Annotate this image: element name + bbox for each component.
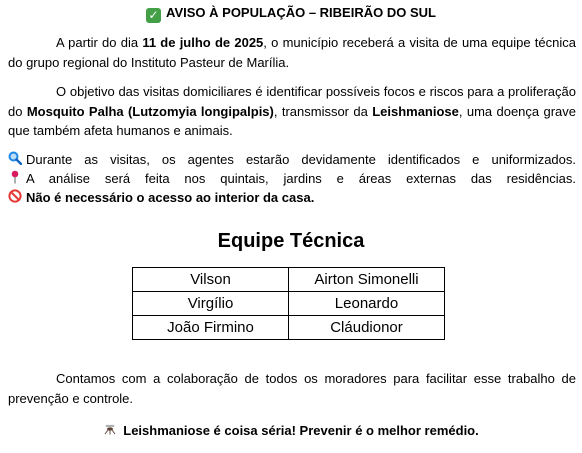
objective-text-b: , transmissor da bbox=[273, 103, 373, 119]
pushpin-icon bbox=[8, 170, 26, 189]
notice-title bbox=[0, 4, 582, 23]
bullet-item bbox=[8, 188, 576, 207]
bullet-text: Durante as visitas, os agentes estarão devidamente identificados e uniformizados. bbox=[26, 152, 576, 167]
mosquito-icon bbox=[103, 422, 117, 440]
magnifier-icon bbox=[8, 151, 26, 170]
intro-text-b: , o município receberá a visita de uma equipe técnica do grupo regional do Instituto Pasteur de Marília. bbox=[8, 35, 576, 70]
closing-paragraph: Contamos com a colaboração de todos os moradores para facilitar esse trabalho de prevenção e controle. bbox=[8, 371, 576, 406]
team-member: João Firmino bbox=[133, 316, 289, 340]
table-row bbox=[133, 316, 445, 340]
team-member: Virgílio bbox=[133, 292, 289, 316]
bullet-item bbox=[8, 150, 576, 169]
footer-text: Leishmaniose é coisa séria! Prevenir é o melhor remédio. bbox=[123, 423, 479, 438]
team-table bbox=[132, 267, 445, 340]
intro-text-a: A partir do dia bbox=[56, 35, 143, 50]
prohibited-icon bbox=[8, 189, 26, 208]
footer-slogan bbox=[0, 422, 582, 440]
team-member: Leonardo bbox=[289, 292, 445, 316]
bullet-text: A análise será feita nos quintais, jardins e áreas externas das residências. bbox=[26, 171, 576, 186]
bullet-text: Não é necessário o acesso ao interior da casa. bbox=[26, 190, 315, 205]
info-bullets bbox=[8, 150, 576, 207]
vector-name: Mosquito Palha (Lutzomyia longipalpis) bbox=[26, 103, 274, 119]
team-title: Equipe Técnica bbox=[217, 230, 365, 252]
team-member: Cláudionor bbox=[289, 316, 445, 340]
visit-date: 11 de julho de 2025 bbox=[142, 35, 264, 50]
bullet-item bbox=[8, 169, 576, 188]
intro-paragraph bbox=[8, 33, 576, 72]
notice-title-text: AVISO À POPULAÇÃO – RIBEIRÃO DO SUL bbox=[166, 5, 436, 20]
check-mark-icon: ✓ bbox=[146, 8, 161, 23]
objective-paragraph bbox=[8, 82, 576, 141]
objective-text-c: , uma doença grave que também afeta humanos e animais. bbox=[8, 103, 577, 138]
objective-text-a: O objetivo das visitas domiciliares é identificar possíveis focos e riscos para a proliferação do bbox=[8, 84, 576, 119]
team-member: Airton Simonelli bbox=[289, 268, 445, 292]
disease-name: Leishmaniose bbox=[372, 103, 459, 119]
team-member: Vilson bbox=[133, 268, 289, 292]
table-row bbox=[133, 268, 445, 292]
table-row bbox=[133, 292, 445, 316]
